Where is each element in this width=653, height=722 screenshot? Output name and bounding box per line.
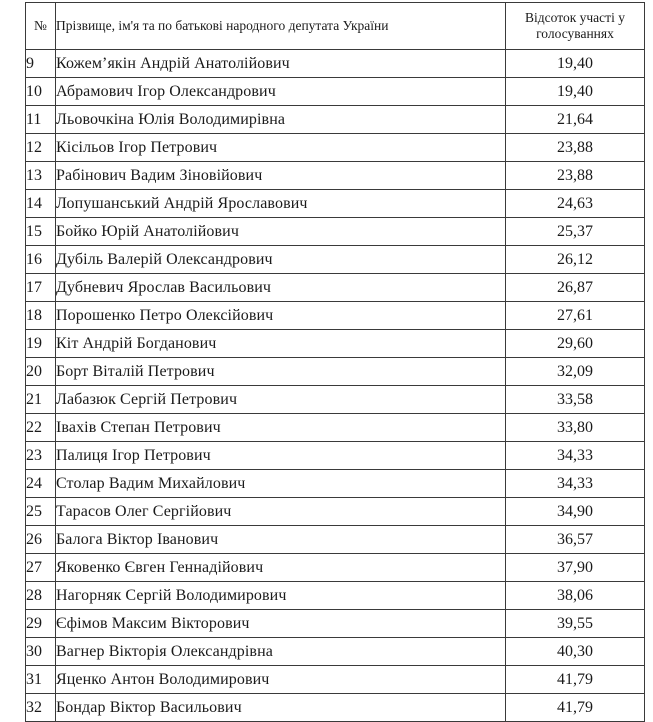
deputy-name: Дубневич Ярослав Васильович — [56, 274, 506, 302]
deputy-name: Льовочкіна Юлія Володимирівна — [56, 106, 506, 134]
row-number: 15 — [26, 218, 56, 246]
deputy-name: Вагнер Вікторія Олександрівна — [56, 638, 506, 666]
table-row — [26, 330, 645, 358]
table-row — [26, 190, 645, 218]
participation-percent: 27,61 — [506, 302, 645, 330]
row-number: 11 — [26, 106, 56, 134]
participation-percent: 40,30 — [506, 638, 645, 666]
table-row — [26, 442, 645, 470]
participation-percent: 34,90 — [506, 498, 645, 526]
row-number: 27 — [26, 554, 56, 582]
deputy-name: Балога Віктор Іванович — [56, 526, 506, 554]
table-row — [26, 274, 645, 302]
participation-percent: 34,33 — [506, 442, 645, 470]
deputy-name: Івахів Степан Петрович — [56, 414, 506, 442]
header-number: № — [26, 3, 56, 50]
row-number: 17 — [26, 274, 56, 302]
deputy-name: Борт Віталій Петрович — [56, 358, 506, 386]
table-row — [26, 694, 645, 722]
participation-percent: 39,55 — [506, 610, 645, 638]
table-row — [26, 582, 645, 610]
header-participation-percent — [506, 3, 645, 50]
deputies-participation-table — [25, 2, 645, 722]
row-number: 25 — [26, 498, 56, 526]
deputy-name: Бондар Віктор Васильович — [56, 694, 506, 722]
participation-percent: 36,57 — [506, 526, 645, 554]
table-row — [26, 134, 645, 162]
deputy-name: Лабазюк Сергій Петрович — [56, 386, 506, 414]
row-number: 10 — [26, 78, 56, 106]
header-deputy-name: Прізвище, ім'я та по батькові народного депутата України — [56, 3, 506, 50]
participation-percent: 38,06 — [506, 582, 645, 610]
table-row — [26, 358, 645, 386]
table-row — [26, 554, 645, 582]
table-row — [26, 106, 645, 134]
table-row — [26, 50, 645, 78]
table-row — [26, 414, 645, 442]
header-participation-line-2: голосуваннях — [536, 26, 614, 41]
deputy-name: Кіт Андрій Богданович — [56, 330, 506, 358]
deputy-name: Палиця Ігор Петрович — [56, 442, 506, 470]
row-number: 32 — [26, 694, 56, 722]
participation-percent: 32,09 — [506, 358, 645, 386]
deputy-name: Єфімов Максим Вікторович — [56, 610, 506, 638]
deputy-name: Лопушанський Андрій Ярославович — [56, 190, 506, 218]
row-number: 28 — [26, 582, 56, 610]
deputy-name: Кожем’якін Андрій Анатолійович — [56, 50, 506, 78]
table-row — [26, 666, 645, 694]
deputy-name: Абрамович Ігор Олександрович — [56, 78, 506, 106]
deputy-name: Рабінович Вадим Зіновійович — [56, 162, 506, 190]
deputy-name: Порошенко Петро Олексійович — [56, 302, 506, 330]
participation-percent: 23,88 — [506, 162, 645, 190]
deputy-name: Дубіль Валерій Олександрович — [56, 246, 506, 274]
deputy-name: Кісільов Ігор Петрович — [56, 134, 506, 162]
table-row — [26, 498, 645, 526]
deputy-name: Столар Вадим Михайлович — [56, 470, 506, 498]
row-number: 29 — [26, 610, 56, 638]
row-number: 13 — [26, 162, 56, 190]
row-number: 30 — [26, 638, 56, 666]
row-number: 19 — [26, 330, 56, 358]
deputy-name: Яковенко Євген Геннадійович — [56, 554, 506, 582]
table-row — [26, 526, 645, 554]
participation-percent: 29,60 — [506, 330, 645, 358]
table-row — [26, 386, 645, 414]
row-number: 12 — [26, 134, 56, 162]
row-number: 26 — [26, 526, 56, 554]
participation-percent: 26,87 — [506, 274, 645, 302]
participation-percent: 19,40 — [506, 50, 645, 78]
row-number: 22 — [26, 414, 56, 442]
table-row — [26, 78, 645, 106]
table-row — [26, 162, 645, 190]
table-row — [26, 302, 645, 330]
participation-percent: 33,58 — [506, 386, 645, 414]
table-row — [26, 470, 645, 498]
participation-percent: 23,88 — [506, 134, 645, 162]
row-number: 21 — [26, 386, 56, 414]
deputy-name: Яценко Антон Володимирович — [56, 666, 506, 694]
row-number: 18 — [26, 302, 56, 330]
participation-percent: 19,40 — [506, 78, 645, 106]
header-row — [26, 3, 645, 50]
participation-percent: 33,80 — [506, 414, 645, 442]
row-number: 23 — [26, 442, 56, 470]
deputy-name: Нагорняк Сергій Володимирович — [56, 582, 506, 610]
participation-percent: 21,64 — [506, 106, 645, 134]
participation-percent: 34,33 — [506, 470, 645, 498]
deputy-name: Бойко Юрій Анатолійович — [56, 218, 506, 246]
row-number: 24 — [26, 470, 56, 498]
table-header — [26, 3, 645, 50]
participation-percent: 24,63 — [506, 190, 645, 218]
participation-percent: 25,37 — [506, 218, 645, 246]
table-row — [26, 610, 645, 638]
row-number: 9 — [26, 50, 56, 78]
row-number: 20 — [26, 358, 56, 386]
table-row — [26, 218, 645, 246]
participation-percent: 41,79 — [506, 694, 645, 722]
participation-percent: 41,79 — [506, 666, 645, 694]
header-participation-line-1: Відсоток участі у — [525, 10, 625, 25]
table-row — [26, 246, 645, 274]
table-body — [26, 50, 645, 722]
participation-percent: 37,90 — [506, 554, 645, 582]
row-number: 14 — [26, 190, 56, 218]
row-number: 16 — [26, 246, 56, 274]
row-number: 31 — [26, 666, 56, 694]
participation-percent: 26,12 — [506, 246, 645, 274]
deputy-name: Тарасов Олег Сергійович — [56, 498, 506, 526]
table-row — [26, 638, 645, 666]
